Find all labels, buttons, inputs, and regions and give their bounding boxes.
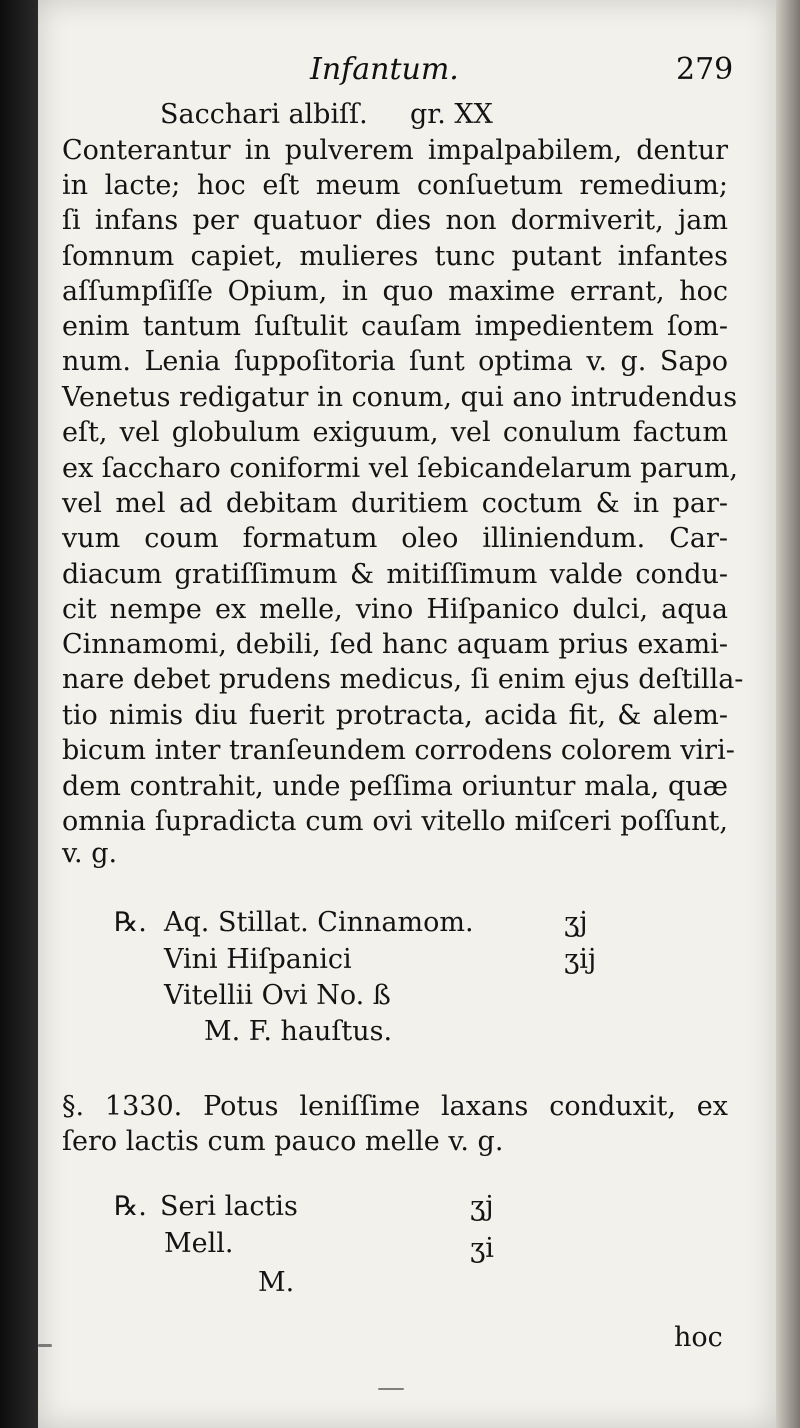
prescription-top-quantity: gr. XX [410,99,493,130]
text-line: nare debet prudens medicus, ſi enim ejus deſtilla- [62,664,744,695]
recipe-closing: M. F. hauſtus. [204,1016,393,1047]
text-line: ſomnum capiet, mulieres tunc putant infantes [62,241,728,272]
text-line: v. g. [62,838,118,869]
text-line: cit nempe ex melle, vino Hiſpanico dulci, aqua [62,594,728,625]
text-line: num. Lenia ſuppoſitoria ſunt optima v. g. Sapo [62,346,728,377]
text-line: bicum inter tranſeundem corrodens colorem viri- [62,735,735,766]
page-edge-shadow [776,0,800,1428]
text-line: Venetus redigatur in conum, qui ano intrudendus [62,382,738,413]
text-line: diacum gratiſſimum & mitiſſimum valde condu- [62,559,728,590]
text-line: Cinnamomi, debili, ſed hanc aquam prius exami- [62,629,728,660]
text-line: §. 1330. Potus leniſſime laxans conduxit, ex [62,1091,728,1122]
prescription-top-ingredient: Sacchari albiſſ. [160,99,368,130]
running-head: Infantum. [310,52,459,87]
text-line: ſi infans per quatuor dies non dormiverit, jam [62,205,728,236]
text-line: dem contrahit, unde peſſima oriuntur mala, quæ [62,771,728,802]
recipe-symbol: ℞. [114,907,147,938]
page-number: 279 [676,52,734,87]
text-line: ex ſaccharo coniformi vel ſebicandelarum parum, [62,453,739,484]
recipe-symbol: ℞. [114,1191,147,1222]
recipe-ingredient: Mell. [164,1228,234,1259]
text-line: in lacte; hoc eſt meum conſuetum remedium; [62,170,728,201]
text-line: aſſumpſiſſe Opium, in quo maxime errant, hoc [62,276,728,307]
recipe-quantity: ʒj [564,907,588,938]
recipe-quantity: ʒi [470,1233,494,1264]
text-line: vel mel ad debitam duritiem coctum & in par- [62,488,728,519]
text-line: ſero lactis cum pauco melle v. g. [62,1126,504,1157]
text-line: vum coum formatum oleo illiniendum. Car- [62,523,728,554]
recipe-ingredient: Aq. Stillat. Cinnamom. [164,907,474,938]
text-line: enim tantum ſuſtulit cauſam impedientem ſom- [62,311,728,342]
text-line: Conterantur in pulverem impalpabilem, dentur [62,135,728,166]
recipe-quantity: ʒij [564,944,597,975]
recipe-ingredient: Vitellii Ovi No. ß [164,980,391,1011]
book-binding-shadow [0,0,38,1428]
print-speck [38,1344,52,1347]
print-speck [378,1388,404,1390]
catchword: hoc [674,1322,723,1353]
text-line: tio nimis diu fuerit protracta, acida fit, & alem- [62,700,728,731]
book-page [38,0,776,1428]
recipe-quantity: ʒj [470,1191,494,1222]
recipe-closing: M. [258,1267,295,1298]
recipe-ingredient: Vini Hiſpanici [164,944,352,975]
page-header [38,52,776,92]
text-line: eſt, vel globulum exiguum, vel conulum factum [62,417,728,448]
text-line: omnia ſupradicta cum ovi vitello miſceri poſſunt, [62,806,728,837]
recipe-ingredient: Seri lactis [160,1191,298,1222]
